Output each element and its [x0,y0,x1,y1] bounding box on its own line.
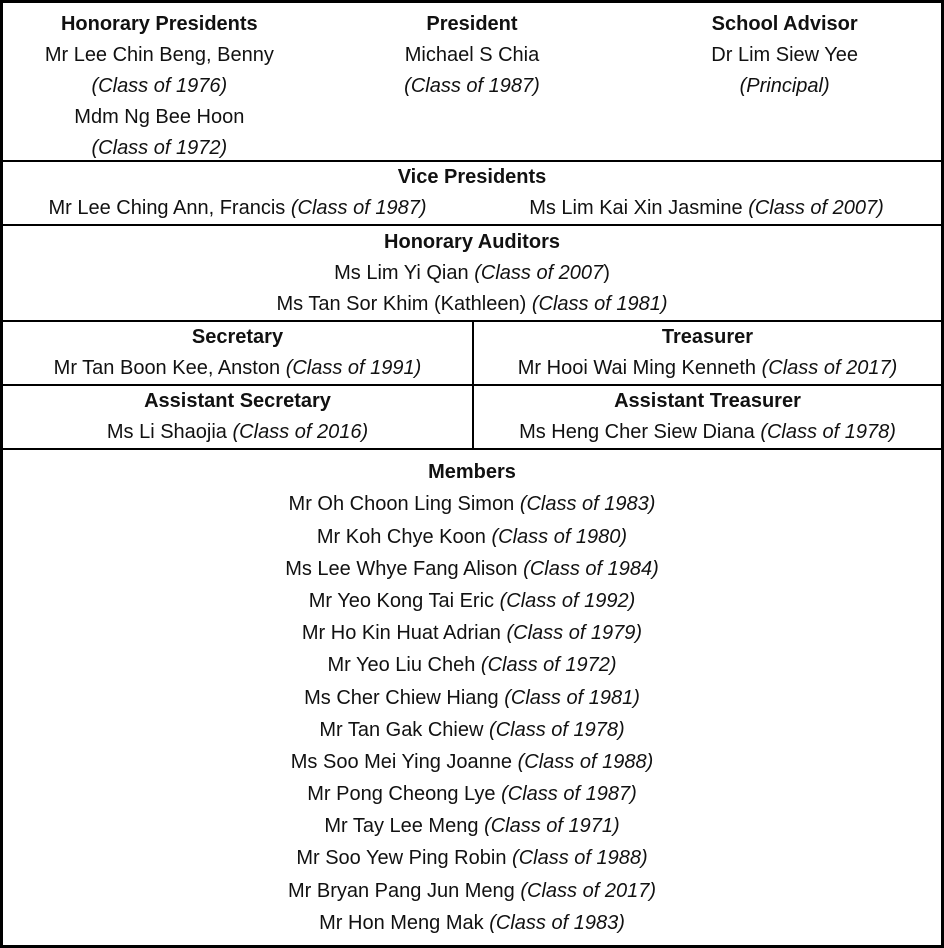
members-header: Members [428,461,516,484]
entry-name: Mr Hon Meng Mak [319,911,484,934]
vice-presidents-entries [3,193,941,224]
entry-name: Mr Oh Choon Ling Simon [288,493,515,516]
officer-cell [3,322,472,384]
member-line [3,492,941,516]
entry-name: Mr Tay Lee Meng [324,815,479,838]
entry-name: Ms Cher Chiew Hiang [304,686,499,709]
entry-class-note: (Class of 1981) [531,292,668,315]
entry-name: Mr Koh Chye Koon [316,525,486,548]
entry-class-note: (Class of 1983) [519,493,656,516]
member-line [3,879,941,903]
top-column-line: Mdm Ng Bee Hoon [74,106,245,128]
entry-name: Mr Tan Boon Kee, Anston [53,357,281,379]
entry-name: Ms Li Shaojia [106,421,227,443]
entry-name: Mr Yeo Liu Cheh [327,654,476,677]
entry-class-note: (Class of 1992) [499,589,636,612]
entry-class-note: (Class of 1979) [506,622,643,645]
entry-class-note: (Class of 1978) [760,421,896,443]
member-line [3,621,941,645]
honorary-auditor-line [3,258,941,289]
top-column-line: Mr Lee Chin Beng, Benny [44,44,274,66]
vice-president-line [3,193,472,224]
member-line [3,686,941,710]
entry-class-note: (Class of 1981) [504,686,640,709]
entry-name: Mr Soo Yew Ping Robin [296,847,507,870]
officer-line [3,417,472,448]
honorary-auditors-entries [3,258,941,320]
entry-name: Ms Lim Yi Qian [334,261,469,284]
member-line [3,557,941,581]
entry-class-note: (Class of 2016) [232,421,369,443]
member-line [3,846,941,870]
entry-name: Ms Lee Whye Fang Alison [285,557,518,580]
entry-name: Ms Lim Kai Xin Jasmine [529,197,743,219]
top-column-header: President [426,13,518,35]
top-column-header: Honorary Presidents [60,13,258,35]
entry-class-note: (Class of 1980) [491,525,628,548]
entry-name: Mr Ho Kin Huat Adrian [301,622,501,645]
top-column [3,9,316,164]
entry-name: Mr Pong Cheong Lye [307,783,496,806]
section-honorary-auditors [3,224,941,320]
top-column-line: (Class of 1976) [91,75,228,97]
top-column-header: School Advisor [711,13,858,35]
entry-class-note: (Class of 1987) [290,197,427,219]
officer-line [474,417,941,448]
section-officer-grid [3,320,941,448]
member-line [3,814,941,838]
vice-president-entry [472,193,941,224]
officer-line [3,353,472,384]
officer-row [3,322,941,384]
top-column-line: (Class of 1987) [404,75,540,97]
entry-class-note: (Class of 1971) [484,815,620,838]
entry-class-note: (Class of 2017) [761,357,898,379]
top-column-line: (Principal) [739,75,830,97]
entry-name: Mr Bryan Pang Jun Meng [288,879,515,902]
section-top-officers [3,3,941,160]
entry-name: Ms Soo Mei Ying Joanne [290,750,513,773]
officer-row [3,384,941,448]
section-members [3,448,941,945]
vice-presidents-header: Vice Presidents [397,166,547,188]
top-column-line: Michael S Chia [404,44,540,66]
officer-cell [472,322,941,384]
honorary-auditor-line [3,289,941,320]
officer-header: Secretary [191,326,284,348]
member-line [3,589,941,613]
entry-name: Mr Lee Ching Ann, Francis [48,197,286,219]
entry-name: Mr Hooi Wai Ming Kenneth [517,357,757,379]
top-column [628,9,941,164]
entry-class-note: (Class of 1984) [523,557,659,580]
officer-header: Assistant Secretary [144,390,331,412]
entry-class-note: (Class of 2007 [474,261,604,284]
entry-name: Mr Tan Gak Chiew [319,718,484,741]
member-line [3,718,941,742]
honorary-auditors-header: Honorary Auditors [384,230,560,253]
member-line [3,911,941,935]
member-line [3,653,941,677]
officer-header: Assistant Treasurer [614,390,801,412]
entry-name: Mr Yeo Kong Tai Eric [308,589,495,612]
entry-class-note: (Class of 1987) [501,783,637,806]
section-vice-presidents [3,160,941,224]
entry-class-note: (Class of 2017) [520,879,656,902]
member-line [3,750,941,774]
top-column [316,9,629,164]
member-line [3,782,941,806]
top-column-line: (Class of 1972) [91,137,228,159]
vice-president-entry [3,193,472,224]
officer-cell [472,386,941,448]
entry-class-note: (Class of 2007) [748,197,884,219]
entry-class-note: (Class of 1988) [512,847,648,870]
entry-tail: ) [603,261,610,284]
officer-cell [3,386,472,448]
vice-president-line [472,193,941,224]
top-column-line: Dr Lim Siew Yee [711,44,859,66]
officer-header: Treasurer [661,326,754,348]
member-line [3,525,941,549]
entry-name: Ms Tan Sor Khim (Kathleen) [276,292,527,315]
entry-class-note: (Class of 1978) [489,718,625,741]
entry-name: Ms Heng Cher Siew Diana [519,421,755,443]
entry-class-note: (Class of 1972) [480,654,617,677]
officer-line [474,353,941,384]
entry-class-note: (Class of 1991) [285,357,422,379]
entry-class-note: (Class of 1988) [517,750,654,773]
entry-class-note: (Class of 1983) [489,911,625,934]
